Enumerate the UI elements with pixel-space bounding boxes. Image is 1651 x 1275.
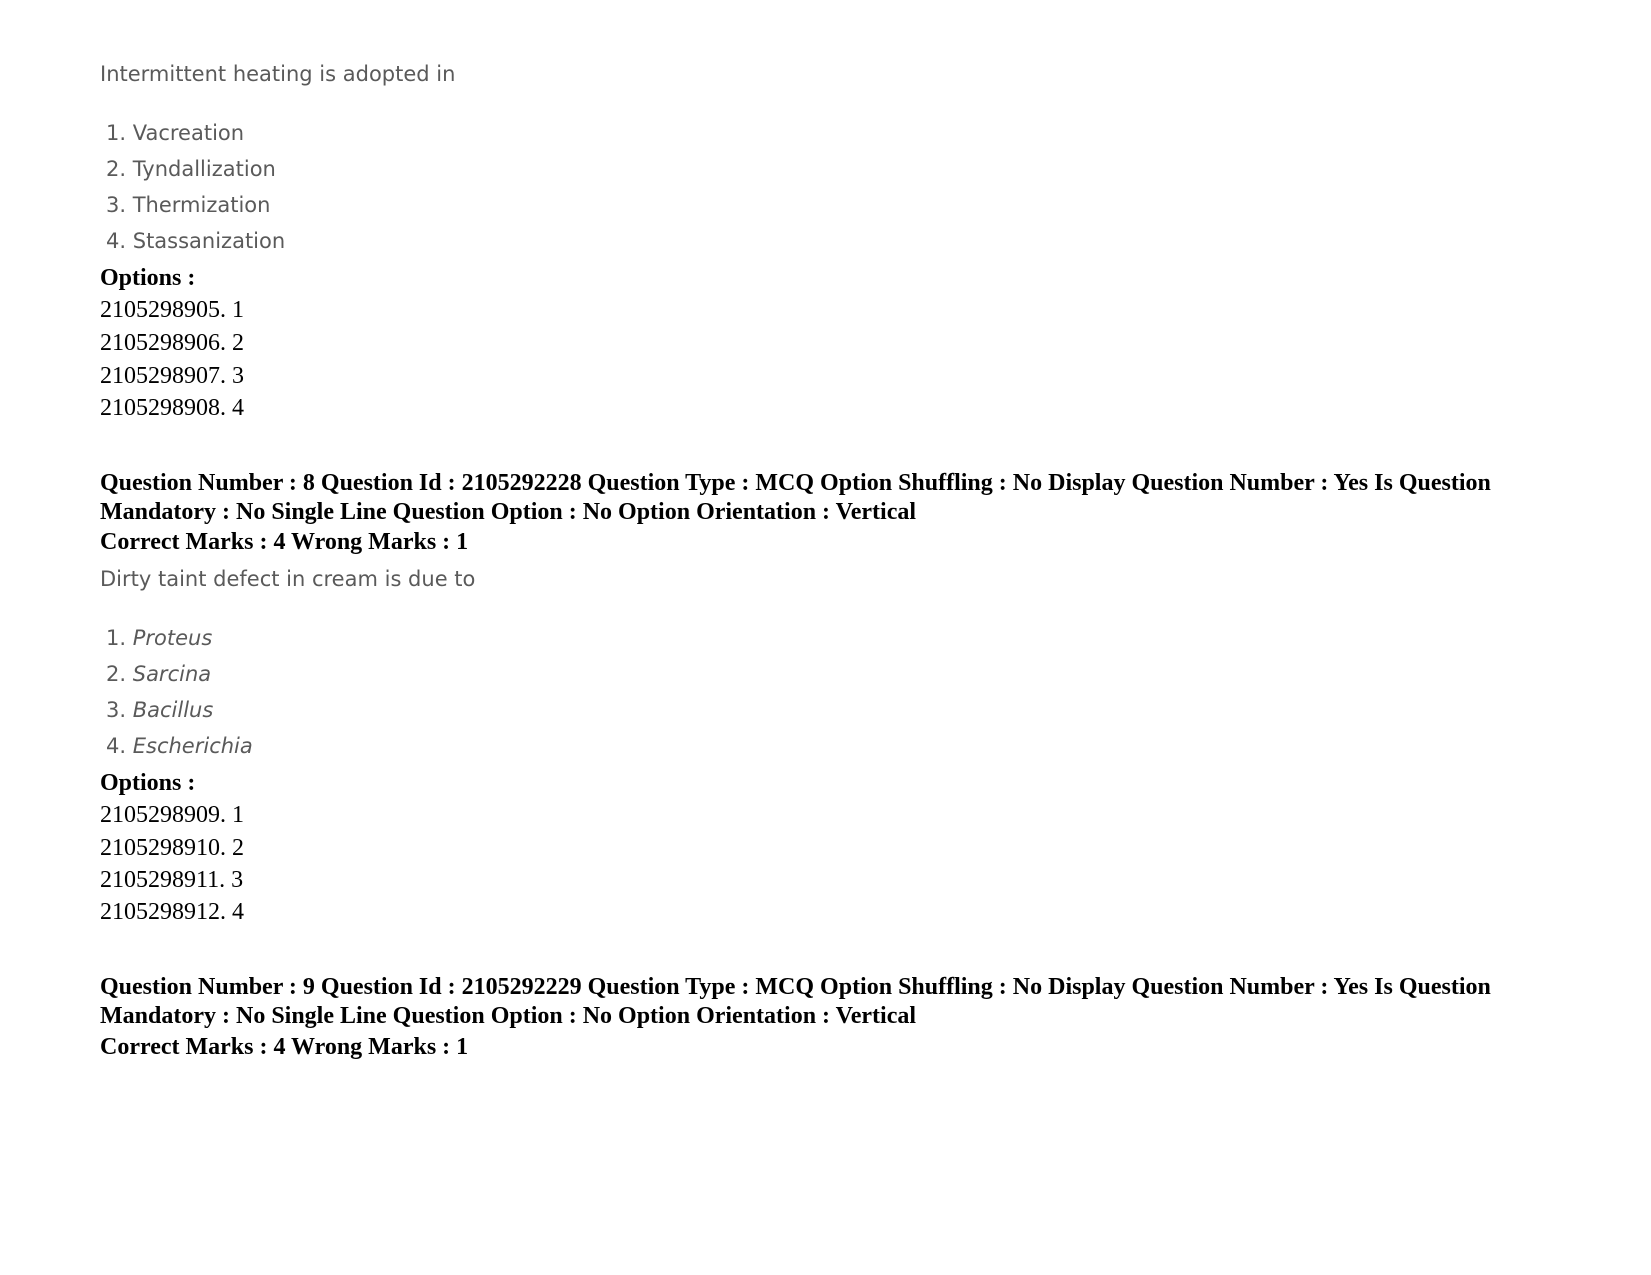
- q7-stem: Intermittent heating is adopted in: [100, 62, 456, 86]
- choice-text: Proteus: [132, 626, 213, 650]
- q8-choice-1: [106, 626, 212, 650]
- choice-text: Vacreation: [132, 121, 245, 145]
- q7-option-4: 2105298908. 4: [100, 395, 244, 421]
- choice-text: Sarcina: [132, 662, 212, 686]
- choice-text: Thermization: [132, 193, 271, 217]
- q7-choice-2: [106, 157, 276, 181]
- q9-meta: Question Number : 9 Question Id : 2105292229 Question Type : MCQ Option Shuffling : No Display Question Number : Yes Is Question Mandatory : No Single Line Question Option : No Option Orientation : Vertical: [100, 974, 1491, 1029]
- choice-text: Stassanization: [132, 229, 286, 253]
- choice-number: 1.: [106, 121, 127, 145]
- choice-number: 1.: [106, 626, 127, 650]
- q7-option-1: 2105298905. 1: [100, 297, 244, 323]
- choice-number: 2.: [106, 662, 127, 686]
- choice-number: 4.: [106, 734, 127, 758]
- choice-text: Bacillus: [132, 698, 214, 722]
- q7-options-label: Options :: [100, 265, 196, 291]
- q8-option-2: 2105298910. 2: [100, 835, 244, 861]
- q8-option-3: 2105298911. 3: [100, 867, 244, 893]
- q7-choice-3: [106, 193, 270, 217]
- choice-text: Tyndallization: [132, 157, 276, 181]
- choice-number: 3.: [106, 698, 127, 722]
- q7-option-3: 2105298907. 3: [100, 363, 244, 389]
- q8-stem: Dirty taint defect in cream is due to: [100, 567, 476, 591]
- choice-number: 2.: [106, 157, 127, 181]
- q8-options-label: Options :: [100, 770, 196, 796]
- choice-text: Escherichia: [132, 734, 253, 758]
- q7-choice-4: [106, 229, 285, 253]
- q9-marks: Correct Marks : 4 Wrong Marks : 1: [100, 1034, 469, 1060]
- choice-number: 4.: [106, 229, 127, 253]
- choice-number: 3.: [106, 193, 127, 217]
- q8-marks: Correct Marks : 4 Wrong Marks : 1: [100, 529, 469, 555]
- q7-option-2: 2105298906. 2: [100, 330, 244, 356]
- q8-choice-4: [106, 734, 253, 758]
- q8-choice-3: [106, 698, 213, 722]
- q8-option-1: 2105298909. 1: [100, 802, 244, 828]
- q7-choice-1: [106, 121, 244, 145]
- q8-choice-2: [106, 662, 211, 686]
- q8-option-4: 2105298912. 4: [100, 899, 244, 925]
- q8-meta: Question Number : 8 Question Id : 2105292228 Question Type : MCQ Option Shuffling : No Display Question Number : Yes Is Question Mandatory : No Single Line Question Option : No Option Orientation : Vertical: [100, 470, 1491, 525]
